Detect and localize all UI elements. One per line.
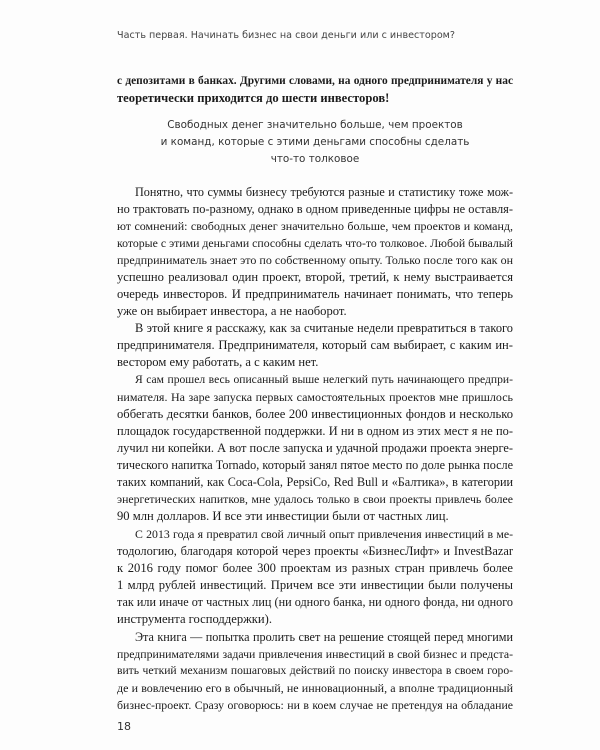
body-line: очередь инвесторов. И предприниматель начинает понимать, что теперь — [117, 287, 513, 301]
body-line: предпринимателями задачи привлечения инвестиций в свой бизнес и предста- — [117, 647, 513, 661]
body-line: уже он выбирает инвестора, а не наоборот. — [117, 304, 347, 318]
pull-quote-line: Свободных денег значительно больше, чем проектов — [167, 119, 463, 131]
body-line: ют сомнений: свободных денег значительно больше, чем проектов и команд, — [117, 219, 513, 233]
body-line: инструмента господдержки). — [117, 612, 273, 626]
body-line: успешно реализовал один проект, второй, третий, к нему выстраивается — [117, 270, 513, 284]
body-line: оббегать десятки банков, более 200 инвестиционных фондов и несколько — [117, 407, 513, 421]
body-line: так или иначе от частных лиц (ни одного банка, ни одного фонда, ни одного — [117, 595, 513, 609]
body-line: вить четкий механизм пошаговых действий по поиску инвестора в своем горо- — [117, 664, 513, 677]
body-line: тодологию, благодаря которой через проекты «БизнесЛифт» и InvestBazar — [117, 544, 513, 558]
body-line: 1 млрд рублей инвестиций. Причем все эти инвестиции были получены — [117, 578, 513, 592]
body-line: тического напитка Tornado, который занял пятое место по доле рынка после — [117, 458, 513, 472]
body-line: лучил ни копейки. А вот после запуска и удачной продажи проекта энерге- — [117, 441, 513, 455]
body-line: В этой книге я расскажу, как за считаные недели превратиться в такого — [135, 321, 513, 335]
body-line: предприниматель знает это по собственному опыту. Только после того как он — [117, 253, 513, 267]
body-line: С 2013 года я превратил свой личный опыт привлечения инвестиций в ме- — [135, 527, 513, 541]
pull-quote-line: что-то толковое — [270, 153, 360, 165]
body-line: Я сам прошел весь описанный выше нелегкий путь начинающего предпри- — [135, 373, 513, 386]
body-line: Понятно, что суммы бизнесу требуются разные и статистику тоже мож- — [135, 185, 513, 199]
opening-line: с депозитами в банках. Другими словами, на одного предпринимателя у нас — [117, 75, 513, 87]
body-line: которые с этими деньгами способны сделать что-то толковое. Любой бывалый — [117, 236, 513, 250]
opening-line: теоретически приходится до шести инвесторов! — [117, 91, 390, 105]
body-line: к 2016 году помог более 300 проектам из разных стран привлечь более — [117, 561, 513, 575]
body-line: таких компаний, как Coca-Cola, PepsiCo, Red Bull и «Балтика», в категории — [117, 475, 513, 489]
body-line: вестором ему работать, а с каким нет. — [117, 355, 319, 369]
body-line: бизнес-проект. Сразу оговорюсь: ни в коем случае не претендуя на обладание — [117, 698, 513, 712]
body-line: предпринимателя. Предпринимателя, который сам выбирает, с каким ин- — [117, 338, 513, 352]
body-line: площадок государственной поддержки. И ни в одном из этих мест я не по- — [117, 424, 513, 438]
body-line: нимателя. На заре запуска первых самостоятельных проектов мне пришлось — [117, 390, 513, 404]
body-line: де и вовлечению его в обычный, не инновационный, а вполне традиционный — [117, 681, 513, 695]
body-line: Эта книга — попытка пролить свет на решение стоящей перед многими — [135, 630, 513, 644]
pull-quote-line: и команд, которые с этими деньгами способны сделать — [160, 136, 470, 148]
page-number: 18 — [117, 720, 131, 733]
body-line: 90 млн долларов. И все эти инвестиции были от частных лиц. — [117, 509, 449, 523]
running-header: Часть первая. Начинать бизнес на свои деньги или с инвестором? — [117, 30, 456, 41]
pull-quote — [117, 117, 513, 168]
body-line: но трактовать по-разному, однако в одном приведенные цифры не оставля- — [117, 202, 513, 216]
body-line: энергетических напитков, мне удалось только в свои проекты привлечь более — [117, 492, 513, 506]
